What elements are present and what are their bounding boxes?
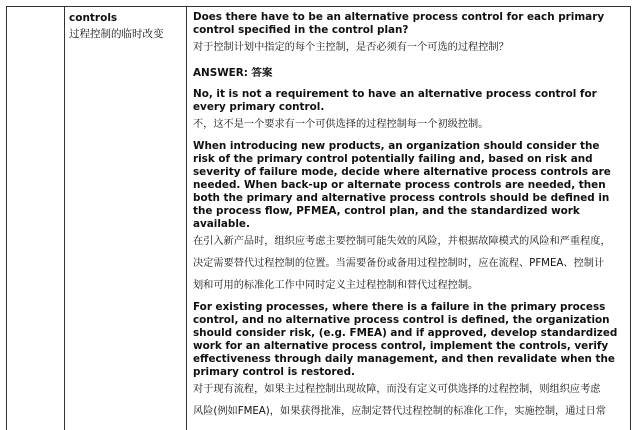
reference-label-cn: 过程控制的临时改变 [69, 28, 164, 40]
answer-p2-cn-line3: 划和可用的标准化工作中同时定义主过程控制和替代过程控制。 [193, 280, 479, 291]
answer-p1-cn: 不，这不是一个要求有一个可供选择的过程控制每一个初级控制。 [193, 119, 489, 130]
blank-column [7, 7, 65, 430]
answer-p1-en: No, it is not a requirement to have an alternative process control for every primary control. [193, 88, 597, 113]
question-en: Does there have to be an alternative process control for each primary control specified in the control plan? [193, 11, 605, 36]
answer-p3-cn-line2: 风险(例如FMEA)，如果获得批准，应制定替代过程控制的标准化工作，实施控制，通过日常 [193, 406, 606, 417]
question-cn: 对于控制计划中指定的每个主控制，是否必须有一个可选的过程控制？ [193, 42, 509, 53]
answer-p2-cn-line2: 决定需要替代过程控制的位置。当需要备份或备用过程控制时，应在流程、PFMEA、控制计 [193, 258, 605, 269]
reference-label-en: controls [69, 12, 118, 24]
answer-p3-cn-line1: 对于现有流程，如果主过程控制出现故障，而没有定义可供选择的过程控制，则组织应考虑 [193, 384, 601, 395]
answer-p3-en: For existing processes, where there is a failure in the primary process control, and no alternative process control is defined, the organization should consider risk, (e.g. FMEA) and if approved, develop standardized work for an alternative process control, implement the controls, verify effectiveness through daily management, and then revalidate when the primary control is restored. [193, 301, 618, 378]
document-table [6, 6, 631, 430]
answer-p2-en: When introducing new products, an organization should consider the risk of the primary control potentially failing and, based on risk and severity of failure mode, decide where alternative process controls are needed. When back-up or alternate process controls are needed, then both the primary and alternative process controls should be defined in the process flow, PFMEA, control plan, and the standardized work available. [193, 140, 611, 230]
content-column [187, 7, 631, 430]
reference-column [65, 7, 187, 430]
answer-label: ANSWER: 答案 [193, 67, 273, 79]
answer-p2-cn-line1: 在引入新产品时，组织应考虑主要控制可能失效的风险，并根据故障模式的风险和严重程度， [193, 236, 611, 247]
